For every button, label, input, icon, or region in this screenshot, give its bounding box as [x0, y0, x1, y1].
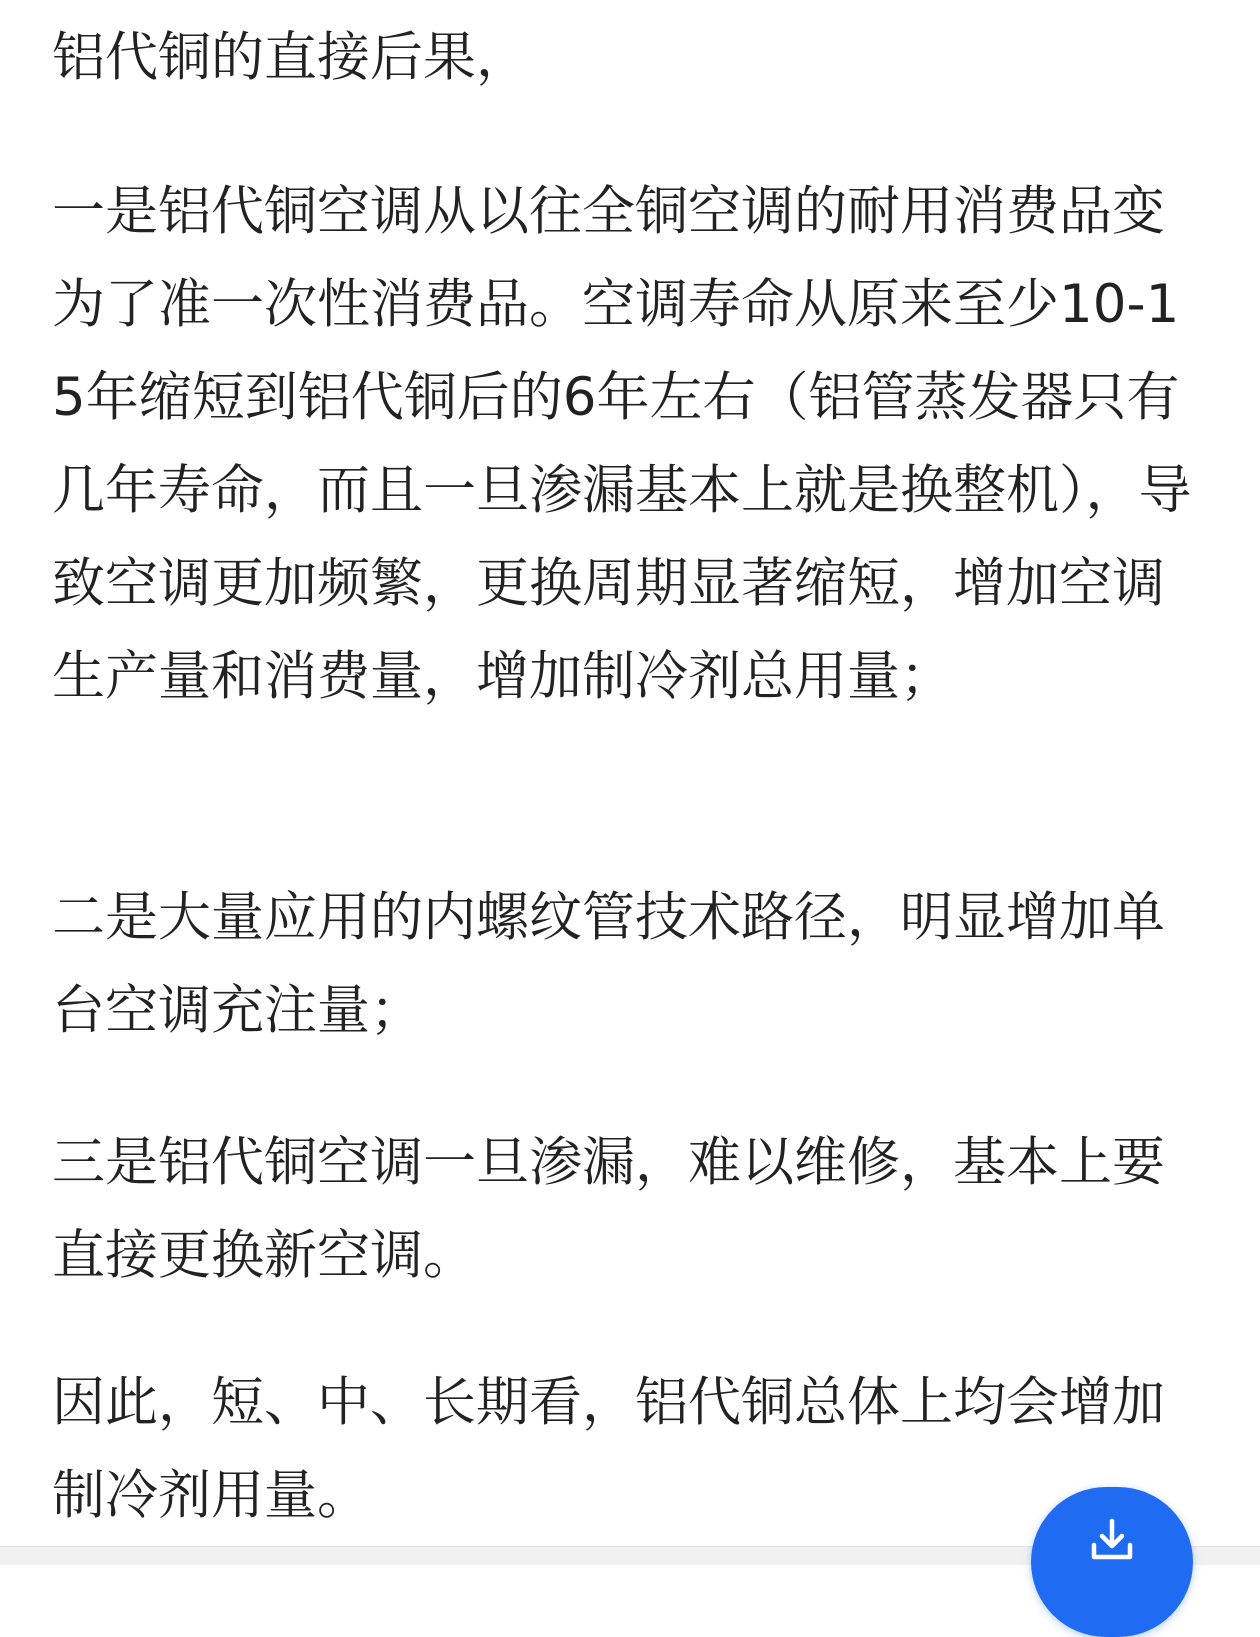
download-button[interactable] — [1031, 1487, 1193, 1637]
intro-paragraph: 铝代铜的直接后果， — [52, 27, 529, 88]
paragraph-4: 因此，短、中、长期看，铝代铜总体上均会增加制冷剂用量。 — [52, 1372, 1165, 1526]
paragraph-1: 一是铝代铜空调从以往全铜空调的耐用消费品变为了准一次性消费品。空调寿命从原来至少10-15年缩短到铝代铜后的6年左右（铝管蒸发器只有几年寿命，而且一旦渗漏基本上就是换整机），导致空调更加频繁，更换周期显著缩短，增加空调生产量和消费量，增加制冷剂总用量； — [52, 181, 1192, 707]
paragraph-3: 三是铝代铜空调一旦渗漏，难以维修，基本上要直接更换新空调。 — [52, 1132, 1165, 1286]
download-icon — [1089, 1517, 1135, 1563]
paragraph-2: 二是大量应用的内螺纹管技术路径，明显增加单台空调充注量； — [52, 887, 1165, 1041]
